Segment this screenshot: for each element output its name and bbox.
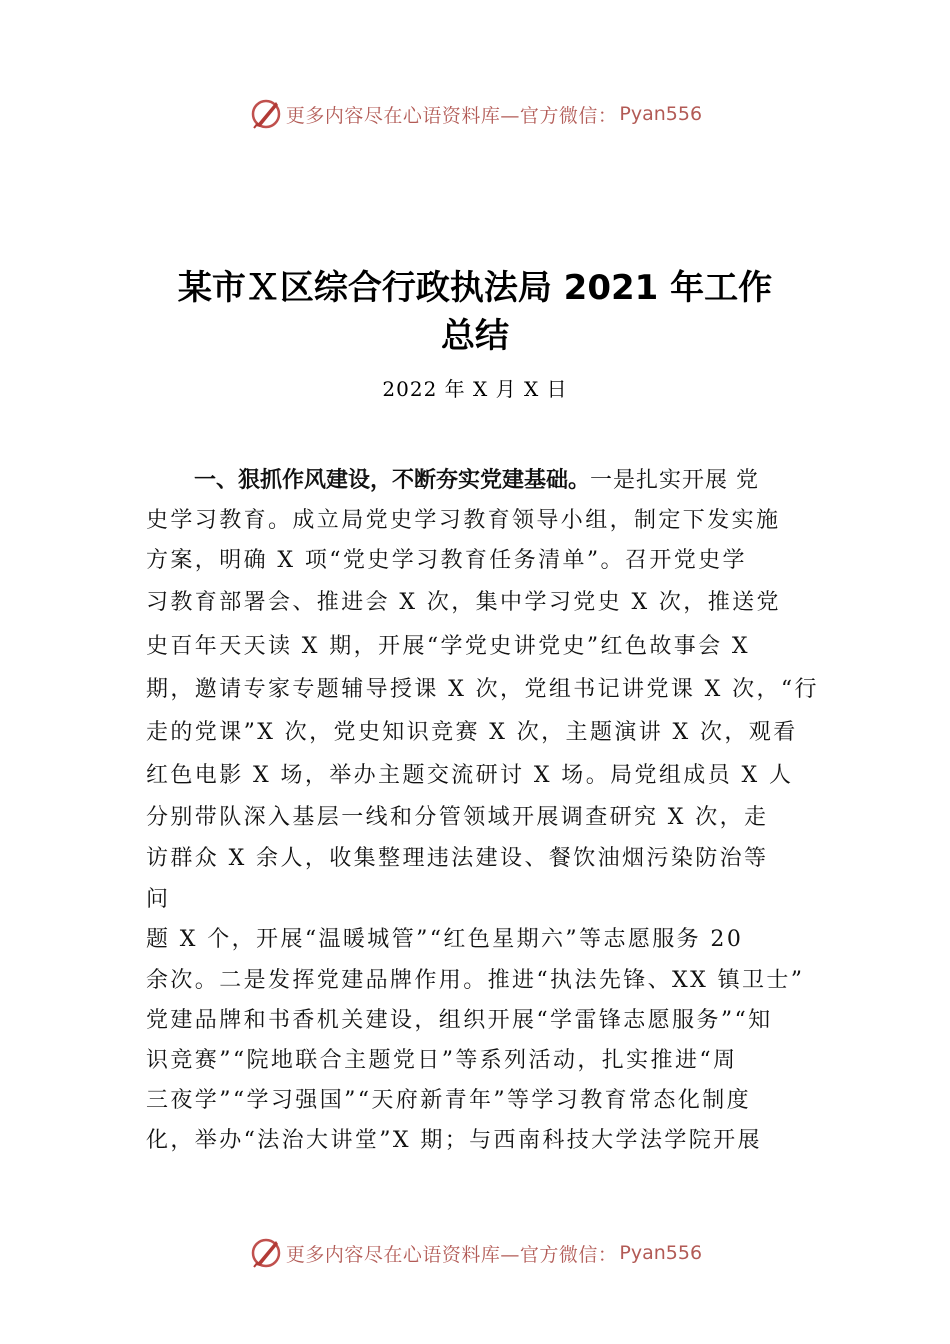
quill-logo-icon (248, 1235, 284, 1271)
watermark-wechat-id: Pyan556 (619, 103, 703, 125)
document-date: 2022 年 X 月 X 日 (382, 377, 568, 401)
body-line: 分别带队深入基层一线和分管领域开展调查研究 X 次，走 (146, 805, 769, 830)
body-line: 史百年天天读 X 期，开展“学党史讲党史”红色故事会 X (146, 634, 750, 659)
body-line: 化，举办“法治大讲堂”X 期；与西南科技大学法学院开展 (146, 1128, 762, 1153)
body-line: 三夜学”“学习强国”“天府新青年”等学习教育常态化制度 (146, 1088, 752, 1113)
title-line-2: 总结 (441, 316, 509, 356)
quill-logo-icon (248, 96, 284, 132)
body-line: 党建品牌和书香机关建设，组织开展“学雷锋志愿服务”“知 (146, 1008, 773, 1033)
body-line: 问 (146, 887, 171, 912)
body-line: 走的党课”X 次，党史知识竞赛 X 次，主题演讲 X 次，观看 (146, 720, 798, 745)
body-line: 史学习教育。成立局党史学习教育领导小组，制定下发实施 (146, 508, 781, 533)
body-line: 识竞赛”“院地联合主题党日”等系列活动，扎实推进“周 (146, 1048, 738, 1073)
body-line: 习教育部署会、推进会 X 次，集中学习党史 X 次，推送党 (146, 590, 781, 615)
title-line-1: 某市Ｘ区综合行政执法局 2021 年工作 (177, 268, 773, 308)
document-title (150, 264, 800, 360)
watermark-wechat-id: Pyan556 (619, 1242, 703, 1264)
body-line: 期，邀请专家专题辅导授课 X 次，党组书记讲党课 X 次，“行 (146, 677, 819, 702)
lead-heading: 一、狠抓作风建设，不断夯实党建基础。 (194, 468, 591, 493)
body-line: 方案，明确 X 项“党史学习教育任务清单”。召开党史学 (146, 548, 747, 573)
body-line: 一、狠抓作风建设，不断夯实党建基础。一是扎实开展 党 (194, 468, 760, 493)
body-line: 余次。二是发挥党建品牌作用。推进“执法先锋、XX 镇卫士” (146, 968, 805, 993)
watermark-text: 更多内容尽在心语资料库—官方微信： (285, 1243, 618, 1266)
body-line: 红色电影 X 场，举办主题交流研讨 X 场。局党组成员 X 人 (146, 763, 794, 788)
watermark-banner-bottom (0, 1233, 950, 1273)
body-line: 题 X 个，开展“温暖城管”“红色星期六”等志愿服务 20 (146, 927, 744, 952)
watermark-banner-top (0, 94, 950, 134)
body-line: 访群众 X 余人，收集整理违法建设、餐饮油烟污染防治等 (146, 846, 769, 871)
watermark-text: 更多内容尽在心语资料库—官方微信： (285, 104, 618, 127)
